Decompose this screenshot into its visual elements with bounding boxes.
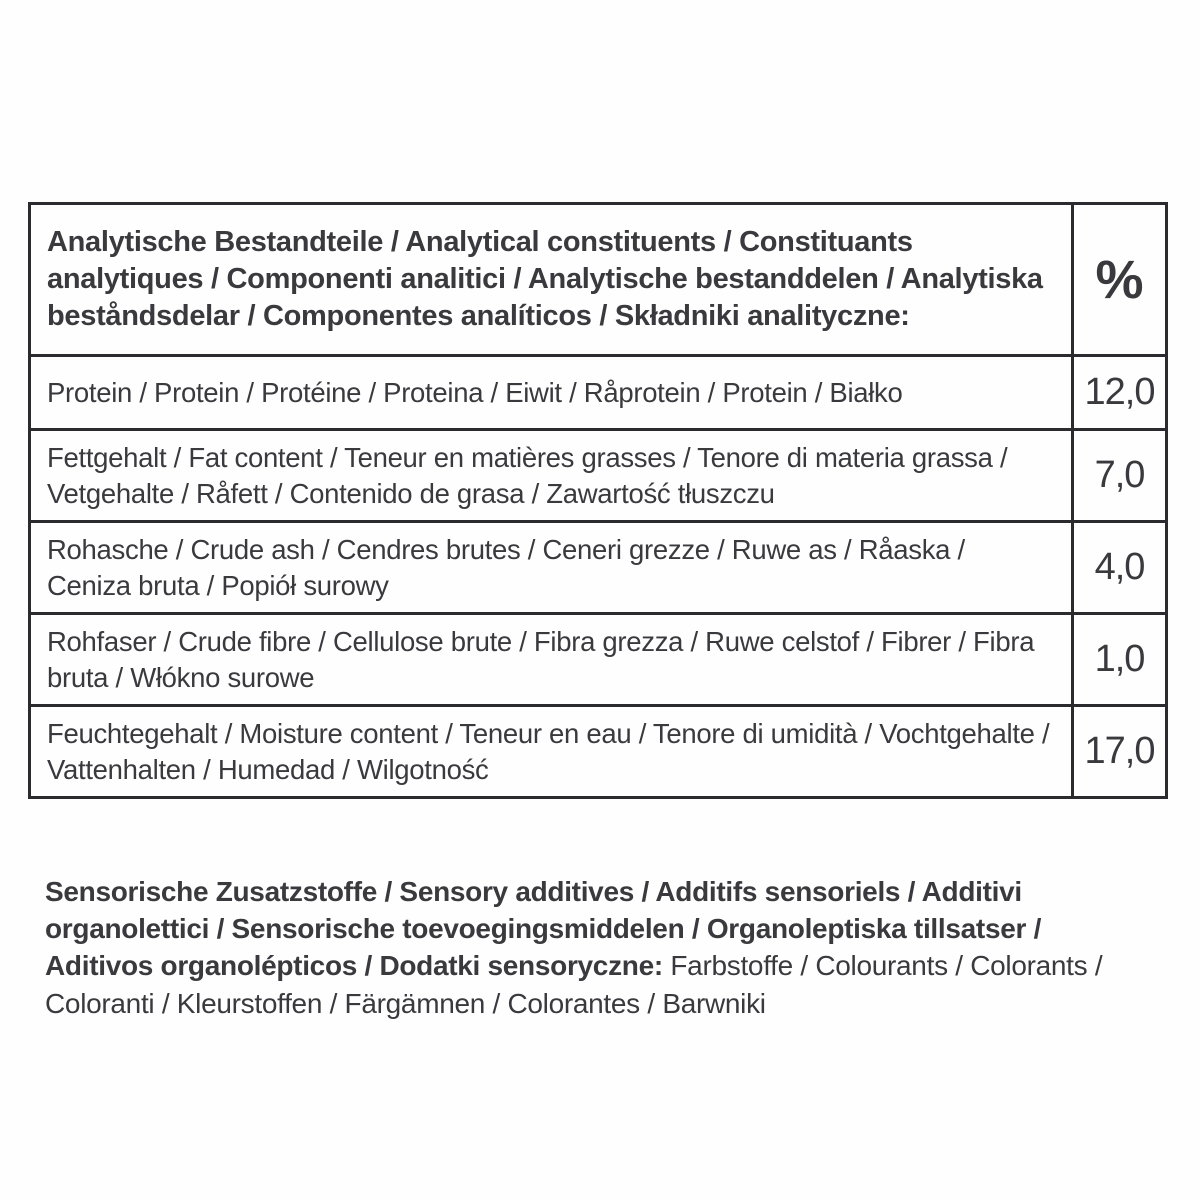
- constituent-value: 7,0: [1073, 430, 1167, 522]
- constituent-label: Fettgehalt / Fat content / Teneur en matières grasses / Tenore di materia grassa / Vetgehalte / Råfett / Contenido de grasa / Zawartość tłuszczu: [30, 430, 1073, 522]
- constituent-value: 4,0: [1073, 522, 1167, 614]
- constituent-label: Feuchtegehalt / Moisture content / Teneur en eau / Tenore di umidità / Vochtgehalte / Vattenhalten / Humedad / Wilgotność: [30, 706, 1073, 798]
- constituent-value: 12,0: [1073, 356, 1167, 430]
- constituent-label: Rohfaser / Crude fibre / Cellulose brute / Fibra grezza / Ruwe celstof / Fibrer / Fibra bruta / Włókno surowe: [30, 614, 1073, 706]
- table-row: [30, 522, 1167, 614]
- table-row: [30, 614, 1167, 706]
- constituent-label: Protein / Protein / Protéine / Proteina / Eiwit / Råprotein / Protein / Białko: [30, 356, 1073, 430]
- sensory-additives-heading: Sensorische Zusatzstoffe / Sensory additives / Additifs sensoriels / Additivi organolettici / Sensorische toevoegingsmiddelen / Organoleptiska tillsatser / Aditivos organolépticos / Dodatki sensoryczne:: [45, 876, 1042, 982]
- table-header-row: [30, 204, 1167, 356]
- analytical-constituents-table: [28, 202, 1168, 799]
- table-row: [30, 706, 1167, 798]
- sensory-additives-text: [45, 873, 1147, 1022]
- constituent-value: 17,0: [1073, 706, 1167, 798]
- table-row: [30, 430, 1167, 522]
- constituent-label: Rohasche / Crude ash / Cendres brutes / Ceneri grezze / Ruwe as / Råaska / Ceniza bruta / Popiół surowy: [30, 522, 1073, 614]
- sensory-additives-values: Farbstoffe / Colourants / Colorants / Coloranti / Kleurstoffen / Färgämnen / Colorantes / Barwniki: [45, 950, 1103, 1019]
- table-row: [30, 356, 1167, 430]
- table-header-percent: %: [1073, 204, 1167, 356]
- table-header-constituents: Analytische Bestandteile / Analytical constituents / Constituants analytiques / Componenti analitici / Analytische bestanddelen / Analytiska beståndsdelar / Componentes analíticos / Składniki analityczne:: [30, 204, 1073, 356]
- constituent-value: 1,0: [1073, 614, 1167, 706]
